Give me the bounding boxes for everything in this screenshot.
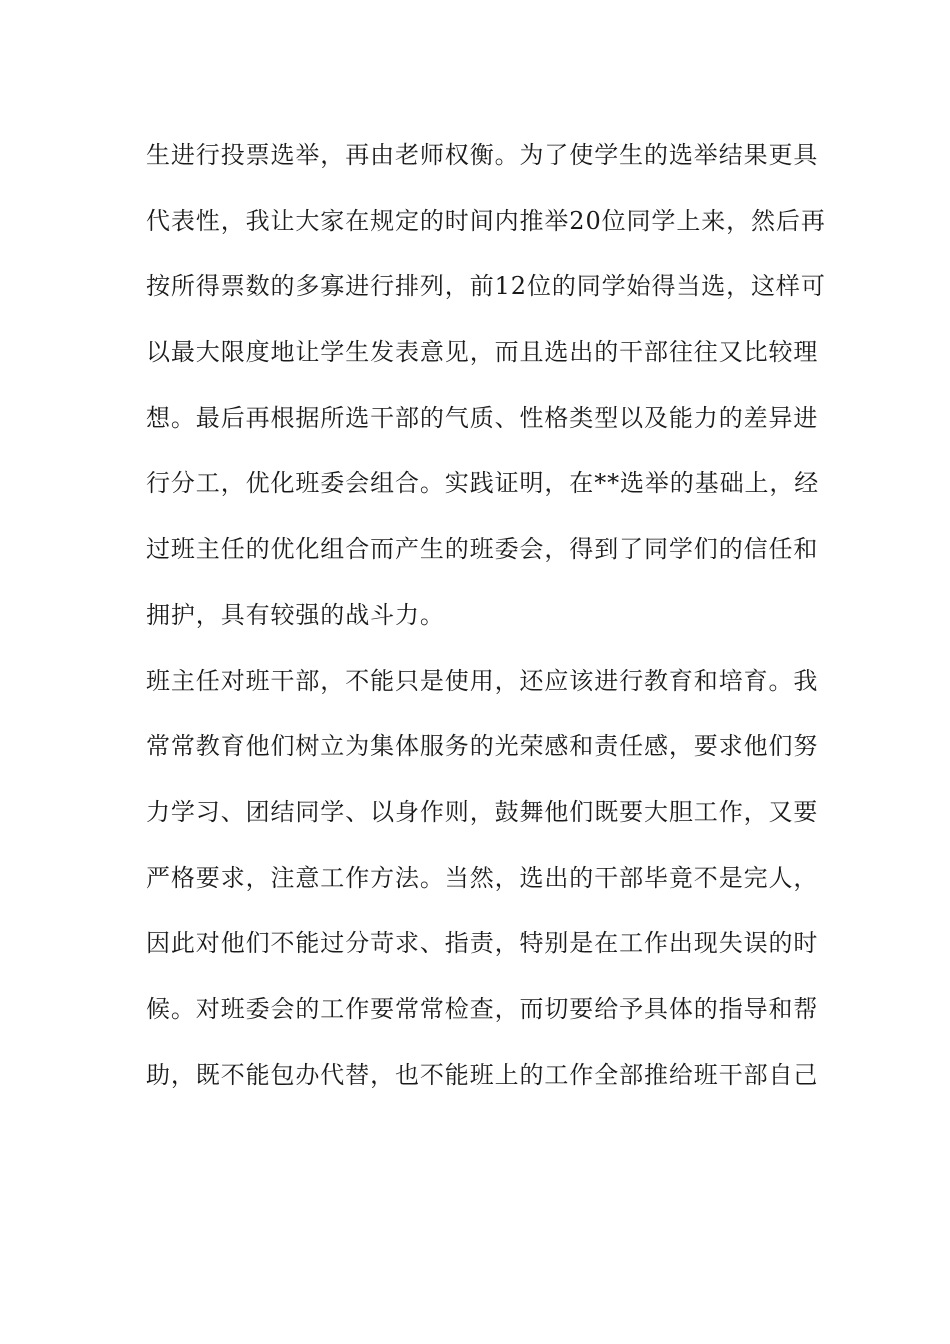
text-line: 想。最后再根据所选干部的气质、性格类型以及能力的差异进	[146, 403, 819, 432]
text-line: 行分工，优化班委会组合。实践证明，在**选举的基础上，经	[146, 469, 820, 498]
text-line: 按所得票数的多寡进行排列，前12位的同学始得当选，这样可	[146, 272, 826, 301]
text-line: 班主任对班干部，不能只是使用，还应该进行教育和培育。我	[146, 666, 819, 695]
text-line: 力学习、团结同学、以身作则，鼓舞他们既要大胆工作，又要	[146, 797, 819, 826]
text-line: 严格要求，注意工作方法。当然，选出的干部毕竟不是完人，	[146, 863, 819, 892]
text-line: 拥护，具有较强的战斗力。	[146, 600, 445, 629]
text-line: 助，既不能包办代替，也不能班上的工作全部推给班干部自己	[146, 1060, 819, 1089]
text-line: 候。对班委会的工作要常常检查，而切要给予具体的指导和帮	[146, 994, 819, 1023]
text-line: 以最大限度地让学生发表意见，而且选出的干部往往又比较理	[146, 338, 819, 367]
text-line: 常常教育他们树立为集体服务的光荣感和责任感，要求他们努	[146, 732, 819, 761]
body-text	[146, 129, 826, 1114]
text-line: 因此对他们不能过分苛求、指责，特别是在工作出现失误的时	[146, 929, 819, 958]
text-line: 过班主任的优化组合而产生的班委会，得到了同学们的信任和	[146, 535, 819, 564]
text-line: 代表性，我让大家在规定的时间内推举20位同学上来，然后再	[146, 206, 826, 235]
text-line: 生进行投票选举，再由老师权衡。为了使学生的选举结果更具	[146, 141, 819, 169]
